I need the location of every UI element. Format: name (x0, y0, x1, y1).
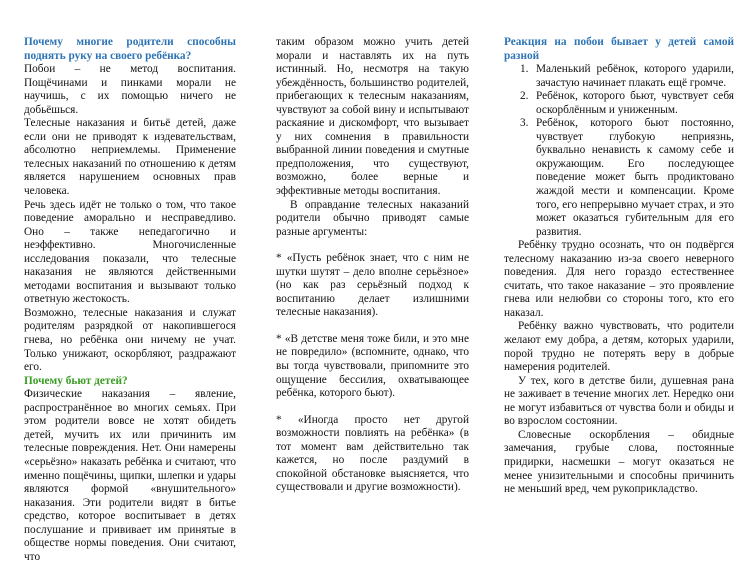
list-item-text: Ребёнок, которого бьют постоянно, чувствует глубокую неприязнь, буквально ненависть к самому себе и окружающим. Его последующее поведение может быть продиктовано жаждой мести и компенсации. Кроме того, его непрерывно мучает страх, и это может оказаться губительным для его развития. (536, 117, 734, 238)
paragraph: Физические наказания – явление, распространённое во многих семьях. При этом родители вовсе не хотят обидеть детей, мучить их или причинить им телесные повреждения. Нет. Они намерены «серьёзно» наказать ребёнка и считают, что именно пощёчины, щипки, шлепки и удары являются формой «внушительного» наказания. Эти родители видят в битье средство, которое воспитывает в детях послушание и прививает им принятые в обществе нормы поведения. Они считают, что (24, 388, 236, 563)
list-number: 2. (520, 90, 529, 103)
list-item (504, 63, 734, 90)
quote-item: * «В детстве меня тоже били, и это мне не повредило» (вспомните, однако, что вы тогда чувствовали, припомните это ощущение бессилия, охватывающее ребёнка, которого бьют). (276, 332, 469, 400)
column-2 (276, 36, 469, 495)
paragraph: Побои – не метод воспитания. Пощёчинами и пинками морали не научишь, с их помощью ничего не добьёшься. (24, 63, 236, 116)
paragraph: таким образом можно учить детей морали и наставлять их на путь истинный. Но, несмотря на такую убеждённость, большинство родителей, прибегающих к телесным наказаниям, чувствуют за собой вину и испытывают раскаяние и дискомфорт, что вызывает у них сомнения в правильности выбранной линии поведения и смутные предположения, что существуют, возможно, более верные и эффективные методы воспитания. (276, 36, 469, 198)
paragraph: Словесные оскорбления – обидные замечания, грубые слова, постоянные придирки, насмешки – могут оказаться не менее унизительными и способны причинить не меньший вред, чем рукоприкладство. (504, 428, 734, 496)
quote-item: * «Пусть ребёнок знает, что с ним не шутки шутят – дело вполне серьёзное» (но как раз серьёзный подход к воспитанию делает излишними телесные наказания). (276, 252, 469, 319)
list-item (504, 90, 734, 117)
paragraph: Возможно, телесные наказания и служат родителям разрядкой от накопившегося гнева, но ребёнка они ничему не учат. Только унижают, оскорбляют, раздражают его. (24, 306, 236, 374)
column-1 (24, 36, 236, 564)
heading-why-parents-hit: Почему многие родители способны поднять руку на своего ребёнка? (24, 36, 236, 62)
heading-why-children-beaten: Почему бьют детей? (24, 374, 128, 387)
paragraph: Речь здесь идёт не только о том, что такое поведение аморально и несправедливо. Оно – также непедагогично и неэффективно. Многочисленные исследования показали, что телесные наказания не являются действенными методами воспитания и вызывают только ответную жестокость. (24, 198, 236, 306)
paragraph: В оправдание телесных наказаний родители обычно приводят самые разные аргументы: (276, 198, 469, 238)
paragraph: Телесные наказания и битьё детей, даже если они не приводят к издевательствам, абсолютно неприемлемы. Применение телесных наказаний по отношению к детям является нарушением основных прав человека. (24, 117, 236, 198)
heading-children-reaction: Реакция на побои бывает у детей самой разной (504, 36, 734, 62)
paragraph: У тех, кого в детстве били, душевная рана не заживает в течение многих лет. Нередко они не могут избавиться от чувства боли и обиды и во взрослом состоянии. (504, 374, 734, 428)
column-3 (504, 36, 734, 497)
list-item-text: Ребёнок, которого бьют, чувствует себя оскорблённым и униженным. (536, 90, 734, 116)
paragraph: Ребёнку важно чувствовать, что родители желают ему добра, а детям, которых ударили, порой трудно не потерять веру в добрые намерения родителей. (504, 320, 734, 374)
list-item-text: Маленький ребёнок, которого ударили, зачастую начинает плакать ещё громче. (536, 63, 734, 89)
list-number: 3. (520, 117, 529, 130)
paragraph: Ребёнку трудно осознать, что он подвёргся телесному наказанию из-за своего неверного поведения. Для него гораздо естественнее считать, что такое наказание – это проявление гнева или нелюбви со стороны того, кто его наказал. (504, 239, 734, 319)
quote-item: * «Иногда просто нет другой возможности повлиять на ребёнка» (в тот момент вам действительно так кажется, но после раздумий в спокойной обстановке выясняется, что существовали и другие возможности). (276, 413, 469, 494)
reaction-list (504, 63, 734, 239)
list-item (504, 117, 734, 239)
list-number: 1. (520, 63, 529, 76)
